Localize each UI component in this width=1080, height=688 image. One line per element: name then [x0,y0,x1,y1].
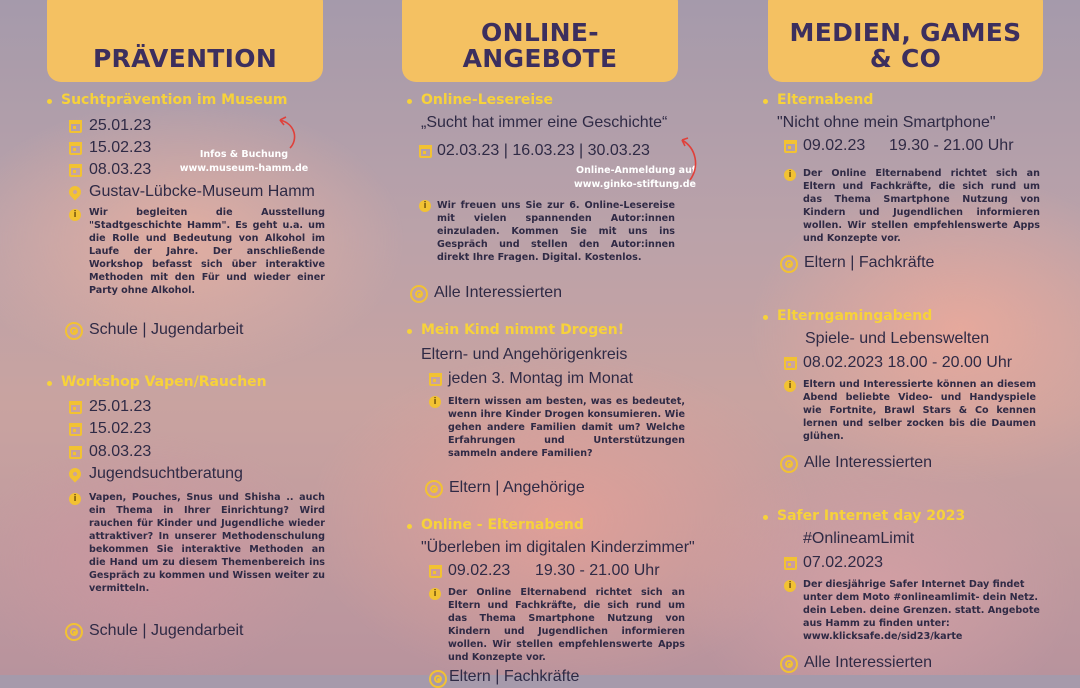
location-pin-icon [67,184,84,201]
event-audience: Schule | Jugendarbeit [89,622,244,639]
event-date: 09.02.23 [448,562,511,579]
event-date: 25.01.23 [89,117,152,134]
event-title-elterngamingabend[interactable]: Elterngamingabend [777,308,932,324]
event-audience: Alle Interessierten [434,284,563,301]
registration-label: Online-Anmeldung auf [576,165,696,176]
event-description: Wir freuen uns Sie zur 6. Online-Lesereise mit vielen spannenden Autor:innen einzuladen. Kommen Sie mit uns ins Gespräch und stellen den Autor:innen direkt Ihre Fragen. Digital. Kostenlos. [437,200,675,263]
header-title: PRÄVENTION [92,44,278,73]
event-description: Wir begleiten die Ausstellung "Stadtgeschichte Hamm". Es geht u.a. um die Rolle und Bedeutung von Alkohol im Laufe der Jahre. Der anschließende Workshop befasst sich über interaktive Methoden mit den Für und wieder einer Party ohne Alkohol. [89,207,325,296]
target-icon [65,623,83,641]
bullet-icon [763,515,768,520]
booking-note[interactable] [165,148,323,176]
event-subtitle: "Nicht ohne mein Smartphone" [777,114,996,131]
calendar-icon [784,357,797,370]
event-title-suchtpraevention[interactable]: Suchtprävention im Museum [61,92,287,108]
event-location: Gustav-Lübcke-Museum Hamm [89,183,315,200]
info-icon: i [784,169,796,181]
event-subtitle: Eltern- und Angehörigenkreis [421,346,628,363]
event-date: 07.02.2023 [803,554,884,571]
event-title-vapen[interactable]: Workshop Vapen/Rauchen [61,374,267,390]
arrow-icon [272,112,302,152]
bullet-icon [47,99,52,104]
calendar-icon [429,565,442,578]
bullet-icon [47,381,52,386]
event-date: 08.03.23 [89,161,152,178]
event-title-lesereise[interactable]: Online-Lesereise [421,92,553,108]
bullet-icon [407,524,412,529]
calendar-icon [69,446,82,459]
target-icon [410,285,428,303]
calendar-icon [69,142,82,155]
event-date: 15.02.23 [89,420,152,437]
event-audience: Eltern | Fachkräfte [804,254,935,271]
info-icon: i [429,396,441,408]
header-title-line1: MEDIEN, GAMES [789,18,1022,47]
event-subtitle: "Überleben im digitalen Kinderzimmer" [421,539,695,556]
event-dates: jeden 3. Montag im Monat [448,370,633,387]
event-title-elternabend[interactable]: Elternabend [777,92,873,108]
event-audience: Schule | Jugendarbeit [89,321,244,338]
info-icon: i [429,588,441,600]
event-dates: 02.03.23 | 16.03.23 | 30.03.23 [437,142,650,159]
booking-label: Infos & Buchung [199,149,289,160]
event-date: 08.03.23 [89,443,152,460]
event-audience: Alle Interessierten [804,654,933,671]
event-date: 08.02.2023 18.00 - 20.00 Uhr [803,354,1013,371]
target-icon [429,670,447,688]
event-title-safer-internet-day[interactable]: Safer Internet day 2023 [777,508,965,524]
event-location: Jugendsuchtberatung [89,465,243,482]
header-title-line1: ONLINE- [481,18,599,47]
event-date: 25.01.23 [89,398,152,415]
event-date: 09.02.23 [803,137,866,154]
event-time: 19.30 - 21.00 Uhr [535,562,660,579]
arrow-icon [672,134,702,184]
event-description: Eltern wissen am besten, was es bedeutet, wenn ihre Kinder Drogen konsumieren. Wie gehen andere Familien damit um? Welche Erfahrungen und Unterstützungen sammeln andere Familien? [448,396,685,459]
event-description: Vapen, Pouches, Snus und Shisha .. auch ein Thema in Ihrer Einrichtung? Wird rauchen für Kinder und Jugendliche wieder attraktiver? In unserer Methodenschulung bekommen Sie interaktive Methoden an die Hand um zu diesem Themenbereich ins Gespräch zu kommen und Wissen weiter zu vermitteln. [89,492,325,594]
bullet-icon [763,99,768,104]
calendar-icon [69,120,82,133]
bullet-icon [407,329,412,334]
target-icon [780,455,798,473]
location-pin-icon [67,466,84,483]
event-audience: Eltern | Angehörige [449,479,585,496]
event-subtitle: Spiele- und Lebenswelten [805,330,990,347]
header-title-line2: & CO [869,44,942,73]
header-praevention [47,0,323,82]
event-subtitle: „Sucht hat immer eine Geschichte“ [421,114,668,131]
bullet-icon [763,315,768,320]
info-icon: i [419,200,431,212]
event-title-drogen[interactable]: Mein Kind nimmt Drogen! [421,322,624,338]
calendar-icon [784,140,797,153]
calendar-icon [69,164,82,177]
event-description: Eltern und Interessierte können an diesem Abend beliebte Video- und Handyspiele wie Fortnite, Brawl Stars & Co kennen lernen und selber zocken bis die Daumen glühen. [803,379,1036,442]
event-date: 15.02.23 [89,139,152,156]
calendar-icon [429,373,442,386]
calendar-icon [69,423,82,436]
calendar-icon [419,145,432,158]
target-icon [780,655,798,673]
calendar-icon [69,401,82,414]
header-online-angebote [402,0,678,82]
event-subtitle: #OnlineamLimit [803,530,915,547]
info-icon: i [784,380,796,392]
calendar-icon [784,557,797,570]
target-icon [65,322,83,340]
header-title-line2: ANGEBOTE [462,44,618,73]
booking-url[interactable]: www.museum-hamm.de [179,163,309,174]
event-description: Der Online Elternabend richtet sich an Eltern und Fachkräfte, die sich rund um das Thema Smartphone Nutzung von Kindern und Jugendlichen informieren wollen. Wir stellen empfehlenswerte Apps und Konzepte vor. [803,168,1040,244]
info-icon: i [69,209,81,221]
target-icon [780,255,798,273]
target-icon [425,480,443,498]
header-medien-games [768,0,1043,82]
event-description: Der diesjährige Safer Internet Day findet unter dem Moto #onlineamlimit- dein Netz. dein Leben. deine Grenzen. statt. Angebote aus Hamm zu finden unter: www.klicksafe.de/sid23/karte [803,579,1040,642]
bullet-icon [407,99,412,104]
info-icon: i [69,493,81,505]
event-audience: Alle Interessierten [804,454,933,471]
event-time: 19.30 - 21.00 Uhr [889,137,1014,154]
event-audience: Eltern | Fachkräfte [449,668,580,685]
registration-url[interactable]: www.ginko-stiftung.de [574,179,696,190]
info-icon: i [784,580,796,592]
event-title-online-elternabend[interactable]: Online - Elternabend [421,517,584,533]
event-description: Der Online Elternabend richtet sich an Eltern und Fachkräfte, die sich rund um das Thema Smartphone Nutzung von Kindern und Jugendlichen informieren wollen. Wir stellen empfehlenswerte Apps und Konzepte vor. [448,587,685,663]
